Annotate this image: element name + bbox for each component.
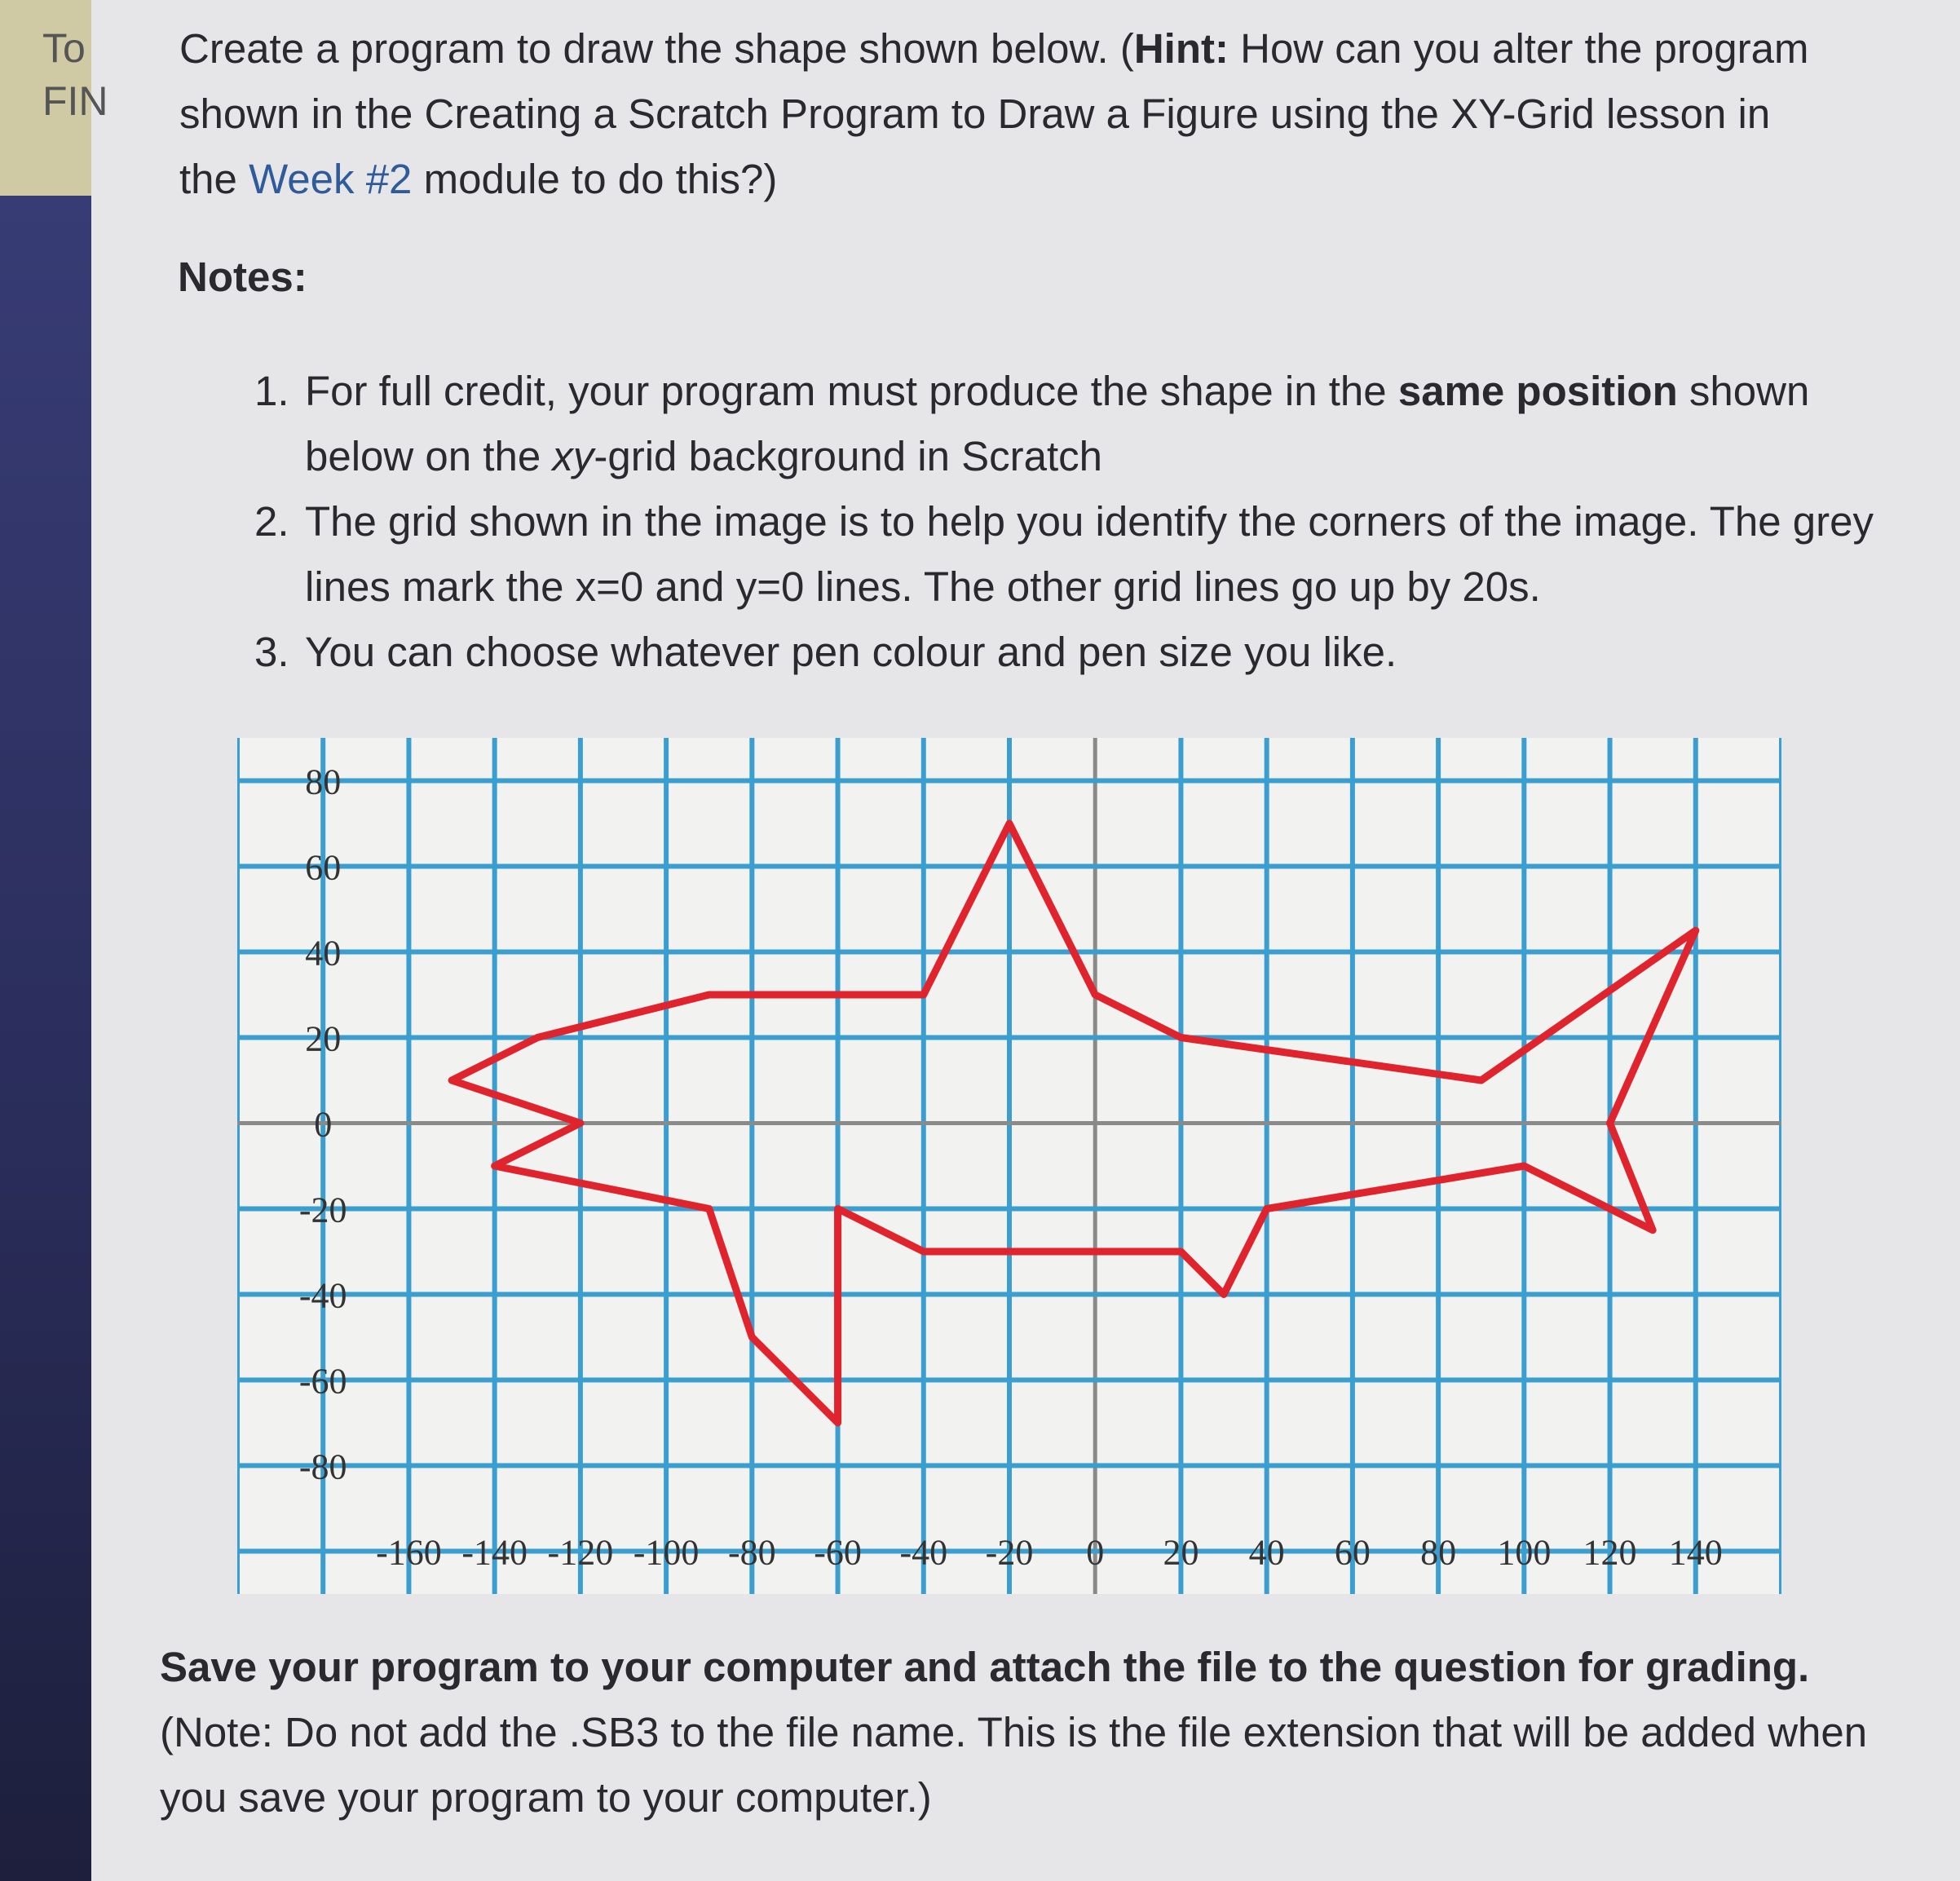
- note-number: 2.: [254, 498, 289, 545]
- week-2-link[interactable]: Week #2: [249, 156, 413, 202]
- shark-grid-chart: [237, 738, 1781, 1594]
- x-tick-label: -160: [376, 1532, 442, 1573]
- y-tick-label: -40: [298, 1275, 347, 1316]
- x-tick-label: -140: [461, 1532, 528, 1573]
- shape-vertex: [1607, 1120, 1613, 1127]
- shape-vertex: [1693, 927, 1699, 934]
- note-text: You can choose whatever pen colour and pen size you like.: [305, 629, 1397, 675]
- shape-vertex: [920, 1248, 927, 1255]
- intro-text-3: module to do this?): [412, 156, 778, 202]
- y-tick-label: 80: [305, 762, 342, 802]
- x-tick-label: -40: [899, 1532, 948, 1573]
- x-tick-label: -120: [547, 1532, 614, 1573]
- notes-heading: Notes:: [178, 254, 307, 300]
- hint-label: Hint:: [1133, 25, 1229, 72]
- note-item-3: [254, 620, 1885, 685]
- shape-vertex: [448, 1077, 455, 1084]
- shape-vertex: [706, 1206, 713, 1212]
- y-tick-label: -60: [298, 1361, 347, 1402]
- note-number: 1.: [254, 368, 289, 414]
- shape-vertex: [748, 1334, 755, 1340]
- y-tick-label: 40: [305, 933, 342, 974]
- note-text: The grid shown in the image is to help you identify the corners of the image. The grey lines mark the x=0 and y=0 lines. The other grid lines go up by 20s.: [305, 498, 1874, 610]
- y-tick-label: 60: [305, 847, 342, 888]
- shape-vertex: [577, 1120, 584, 1127]
- note-bold: same position: [1397, 368, 1678, 414]
- x-tick-label: 0: [1086, 1532, 1105, 1573]
- shape-vertex: [534, 1035, 541, 1041]
- shape-vertex: [1649, 1227, 1656, 1234]
- y-tick-label: -80: [298, 1446, 347, 1487]
- shape-vertex: [835, 1206, 841, 1212]
- note-item-1: [254, 359, 1885, 489]
- footer-paragraph: [160, 1635, 1872, 1830]
- sidebar-text-2[interactable]: FIN: [42, 78, 108, 124]
- x-tick-label: 140: [1668, 1532, 1723, 1573]
- y-tick-label: 20: [305, 1018, 342, 1059]
- notes-list: [254, 359, 1885, 685]
- x-tick-label: 20: [1163, 1532, 1199, 1573]
- shape-vertex: [920, 991, 927, 998]
- intro-text: Create a program to draw the shape shown below. (: [179, 25, 1134, 72]
- intro-text-2: How can you alter the program shown in the Creating a Scratch Program to Draw a Figure using the XY-Grid lesson in the: [179, 25, 1809, 202]
- note-text: shown below on the: [305, 368, 1810, 479]
- sidebar-text-1[interactable]: To: [42, 25, 86, 71]
- shape-vertex: [706, 991, 713, 998]
- x-tick-label: 60: [1334, 1532, 1371, 1573]
- shape-vertex: [1006, 820, 1013, 827]
- shape-vertex: [1177, 1248, 1184, 1255]
- y-tick-label: 0: [314, 1104, 333, 1145]
- x-tick-label: 100: [1497, 1532, 1552, 1573]
- note-italic: xy: [552, 433, 594, 479]
- shape-vertex: [492, 1163, 498, 1169]
- shape-vertex: [1221, 1292, 1227, 1298]
- left-sidebar: [0, 0, 108, 1881]
- shape-vertex: [1478, 1077, 1485, 1084]
- x-tick-label: 80: [1420, 1532, 1457, 1573]
- x-tick-label: -60: [814, 1532, 862, 1573]
- shape-vertex: [835, 1420, 841, 1426]
- note-text: For full credit, your program must produce the shape in the: [305, 368, 1398, 414]
- footer-note: (Note: Do not add the .SB3 to the file name. This is the file extension that will be added when you save your program to your computer.): [160, 1709, 1868, 1821]
- x-tick-label: -100: [633, 1532, 700, 1573]
- x-tick-label: 40: [1248, 1532, 1285, 1573]
- x-tick-label: 120: [1583, 1532, 1637, 1573]
- note-number: 3.: [254, 629, 289, 675]
- x-tick-label: -80: [728, 1532, 776, 1573]
- shape-vertex: [1521, 1163, 1527, 1169]
- shape-vertex: [1264, 1206, 1270, 1212]
- shape-vertex: [1092, 991, 1098, 998]
- x-tick-label: -20: [985, 1532, 1034, 1573]
- note-item-2: [254, 489, 1885, 620]
- shape-vertex: [1177, 1035, 1184, 1041]
- instructions-paragraph: [179, 16, 1810, 212]
- note-text: -grid background in Scratch: [594, 433, 1103, 479]
- y-tick-label: -20: [298, 1190, 347, 1230]
- footer-bold: Save your program to your computer and attach the file to the question for grading.: [160, 1644, 1810, 1690]
